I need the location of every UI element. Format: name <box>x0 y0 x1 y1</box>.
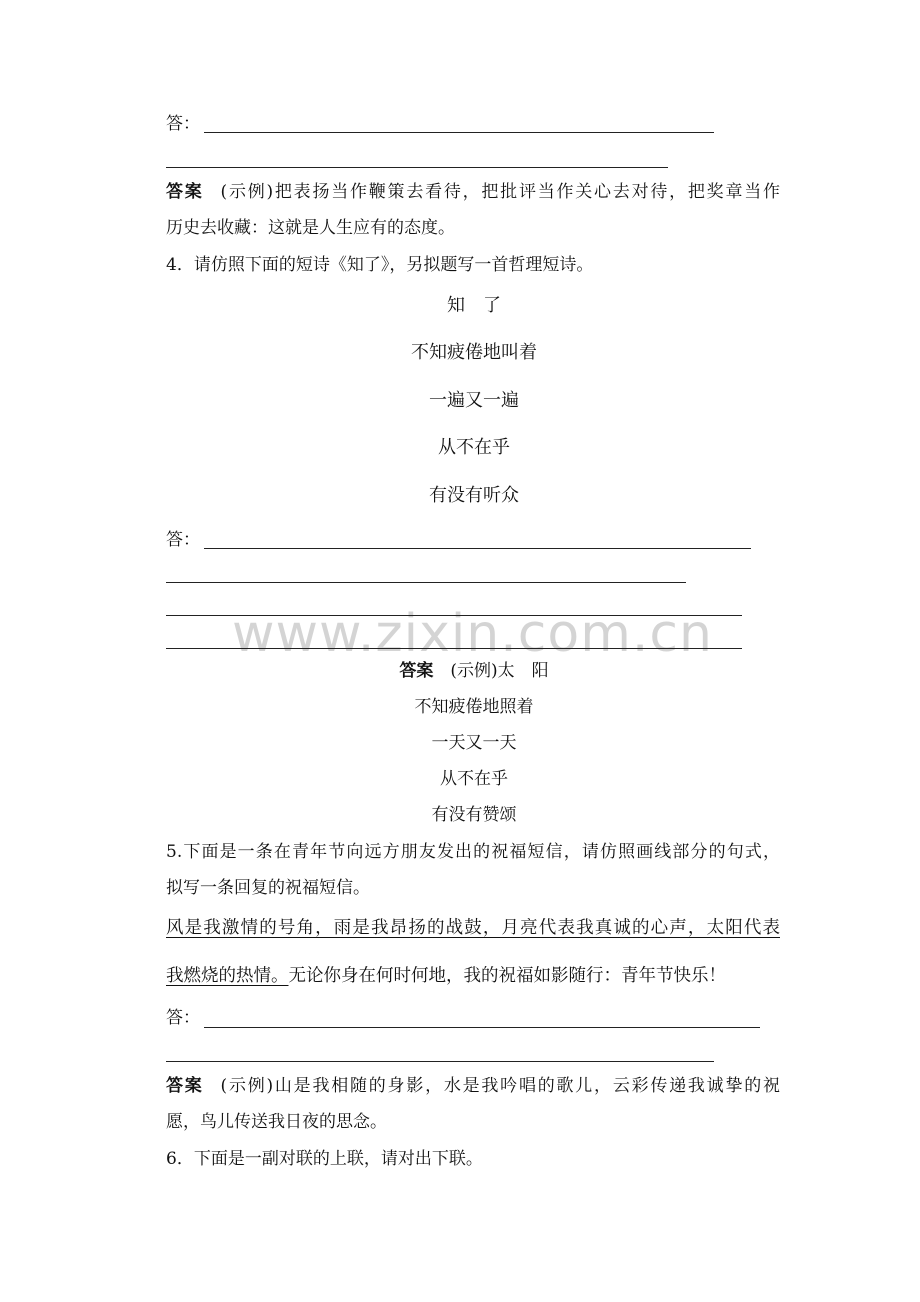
question-5-prompt-continued: 拟写一条回复的祝福短信。 <box>166 878 370 898</box>
question-5-prompt: 5.下面是一条在青年节向远方朋友发出的祝福短信，请仿照画线部分的句式， <box>166 842 780 862</box>
answer-label: 答： <box>166 530 200 550</box>
answer-blank-line <box>166 1061 714 1062</box>
question-4-prompt: 4．请仿照下面的短诗《知了》，另拟题写一首哲理短诗。 <box>166 255 594 275</box>
answer-poem-line: 一天又一天 <box>431 733 517 753</box>
answer-text-continued: 愿，鸟儿传送我日夜的思念。 <box>166 1112 387 1132</box>
answer-blank-line <box>166 167 668 168</box>
answer-text: (示例)把表扬当作鞭策去看待，把批评当作关心去对待，把奖章当作 <box>220 182 780 202</box>
answer-blank-line <box>166 582 686 583</box>
poem-line: 不知疲倦地叫着 <box>411 342 537 363</box>
sms-rest: 无论你身在何时何地，我的祝福如影随行：青年节快乐！ <box>288 966 726 986</box>
sms-line <box>166 964 726 988</box>
answer-poem-title <box>0 659 920 683</box>
poem-line: 一遍又一遍 <box>429 390 519 411</box>
answer-blank-line <box>166 615 742 616</box>
poem-title: 知 了 <box>447 295 501 316</box>
watermark: www.zixin.com.cn <box>232 604 713 664</box>
answer-poem-line: 从不在乎 <box>440 769 508 789</box>
sms-underlined-line: 风是我激情的号角，雨是我昂扬的战鼓，月亮代表我真诚的心声，太阳代表 <box>166 918 780 938</box>
poem-line: 从不在乎 <box>438 437 510 458</box>
answer-key-label: 答案 <box>166 1076 204 1096</box>
answer-blank-line <box>204 132 714 133</box>
answer-blank-line <box>166 648 742 649</box>
answer-blank-line <box>204 548 751 549</box>
poem-line: 有没有听众 <box>429 485 519 506</box>
answer-label: 答： <box>166 1008 200 1028</box>
sms-underlined-part: 我燃烧的热情。 <box>166 966 289 986</box>
answer-paragraph <box>166 1074 780 1098</box>
question-6-prompt: 6．下面是一副对联的上联，请对出下联。 <box>166 1149 483 1169</box>
answer-poem-title-text: (示例)太 阳 <box>450 661 549 681</box>
answer-poem-line: 不知疲倦地照着 <box>414 697 534 717</box>
answer-label: 答： <box>166 114 200 134</box>
answer-blank-line <box>204 1027 760 1028</box>
answer-paragraph <box>166 180 780 204</box>
answer-key-label: 答案 <box>399 661 434 681</box>
answer-text: (示例)山是我相随的身影，水是我吟唱的歌儿，云彩传递我诚挚的祝 <box>220 1076 780 1096</box>
answer-text-continued: 历史去收藏：这就是人生应有的态度。 <box>166 218 455 238</box>
answer-key-label: 答案 <box>166 182 204 202</box>
answer-poem-line: 有没有赞颂 <box>431 805 517 825</box>
